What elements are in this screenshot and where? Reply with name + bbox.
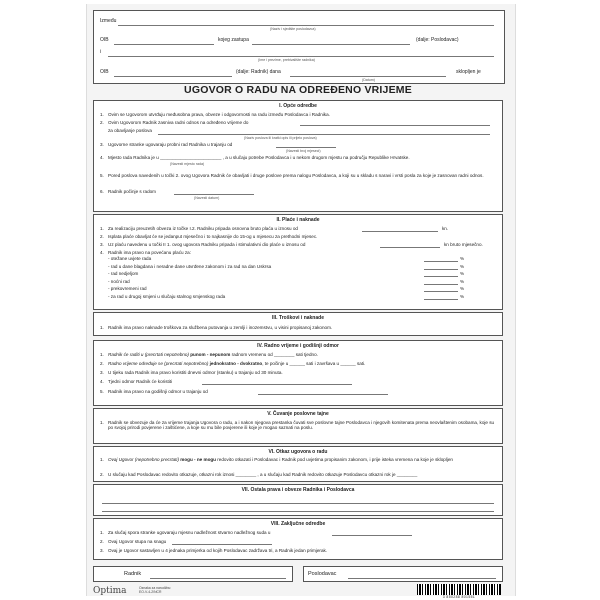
other-rights-line[interactable] [102,503,494,504]
increased-pay-item [108,271,468,279]
order-code-value: EO-V-4-2/NCR [139,590,162,594]
section-heading: V. Čuvanje poslovne tajne [267,411,329,417]
start-date-line[interactable] [174,194,254,195]
between-label: Između [100,18,117,24]
oib-label-2: OIB [100,69,109,75]
concluded-label: sklopljen je [456,69,481,75]
court-line[interactable] [332,535,412,536]
job-line[interactable] [158,134,490,135]
bonus-line[interactable] [380,247,440,248]
clause-5-1: 1. Radnik se obvezuje da će za vrijeme trajanja Ugovora o radu, a i nakon njegova prestanka čuvati sve poslovne tajne Poslodavca i njegovih komitenata prema neovlaštenim osobama, koje su po svojoj prirodi povjerene i zaštićene, a koje su mu bile povjerene ili koje je mogao saznati na poslu. [100,420,495,431]
section-general: I. Opće odredbe 1. Ovim se Ugovorom utvrđuju međusobna prava, obveze i odgovornosti na radu između Poslodavca i Radnika. 2. Ovim Ugovorom Radnik zasniva radni odnos na određeno vrijeme do za obavljanje poslova (Naziv poslova ili kratki opis ili prijelo poslova) 3. Ugovorne stranke ugovaraju probni rad Radnika u trajanju od (Navesti broj mjeseci) 4. Mjesto rada Radnika je u ________________________ , a u slučaju potrebe Poslodavca i u nekom drugom mjestu na području Republike Hrvatske. (Navesti mjesto rada) 5. Pored poslova navedenih u točki 2. ovog Ugovora Radnik će obavljati i druge poslove prema nalogu Poslodavca, a koji su u skladu s naravi i vrsti posla za koje je zasnovan radni odnos. 6. Radnik počinje s radom (Navesti datum) [93,100,503,212]
parties-box [93,10,505,84]
section-termination: VI. Otkaz ugovora o radu 1. Ovaj Ugovor (nepotrebno precrtati) mogu - ne mogu redovito otkazati i Poslodavac i Radnik pod uvjetima propisanim zakonom, i prije isteka vremena na koje je sklopljen 2. U slučaju kad Poslodavac redovito otkazuje, otkazni rok iznosi ________ , a u slučaju kad Radnik redovito otkazuje Poslodavcu otkazni rok je ________ [93,446,503,482]
employee-alias: (dalje: Radnik) dana [236,69,281,75]
section-other-rights [93,484,503,516]
end-date-line[interactable] [300,125,490,126]
increased-pay-item [108,294,468,302]
probation-note: (Navesti broj mjeseci) [286,149,321,153]
section-expenses: III. Troškovi i naknade 1. Radnik ima pravo naknade troškova za službena putovanja u zemlji i inozemstvu, u visini propisanoj zakonom. [93,312,503,336]
weekly-rest-line[interactable] [202,384,352,385]
oib-label-1: OIB [100,37,109,43]
increased-pay-label: - za rad u drugoj smjeni u slučaju stalnog smjenskog rada [108,293,226,299]
percent-field[interactable] [424,299,458,300]
contract-title: UGOVOR O RADU NA ODREĐENO VRIJEME [184,84,412,96]
effective-date-line[interactable] [172,544,272,545]
percent-sign: % [460,271,465,276]
representative-line[interactable] [252,44,410,45]
percent-sign: % [460,278,465,284]
percent-field[interactable] [424,291,458,292]
section-heading: I. Opće odredbe [279,103,317,109]
section-heading: VI. Otkaz ugovora o radu [268,449,328,455]
start-date-note: (Navesti datum) [194,196,220,200]
barcode-number: 3 850288 801551 [442,595,476,599]
other-rights-line[interactable] [102,511,494,512]
increased-pay-label: - noćni rad [108,278,130,284]
increased-pay-label: - otežane uvjete rada [108,256,152,261]
employer-signature-box[interactable] [303,566,503,582]
percent-sign: % [460,293,465,299]
increased-pay-item [108,256,468,264]
oib-line-2[interactable] [114,76,232,77]
employee-line[interactable] [108,56,494,57]
employee-signature-label: Radnik [124,571,142,577]
currency-label: kn. [442,226,449,231]
contract-page [86,4,516,599]
employer-signature-line[interactable] [348,578,496,579]
percent-sign: % [460,286,465,291]
barcode-icon [417,584,501,595]
workplace-note: (Navesti mjesto rada) [170,162,205,166]
oib-line-1[interactable] [114,44,214,45]
section-heading: IV. Radno vrijeme i godišnji odmor [257,343,339,349]
date-note: (Datum) [362,78,375,82]
date-line[interactable] [290,76,446,77]
section-heading: III. Troškovi i naknade [272,315,324,321]
percent-field[interactable] [424,269,458,270]
percent-field[interactable] [424,261,458,262]
section-heading: VII. Ostala prava i obveze Radnika i Poslodavca [241,487,355,493]
signature-area [93,564,503,584]
percent-sign: % [460,263,465,269]
employee-signature-box[interactable] [93,566,293,582]
increased-pay-label: - prekovremeni rad [108,286,147,291]
publisher-logo: Optima [93,586,127,596]
increased-pay-list [108,256,468,301]
increased-pay-item [108,264,468,272]
employer-note: (Naziv i sjedište poslodavca) [270,27,316,31]
clause-6-1: 1. Ovaj Ugovor (nepotrebno precrtati) mogu - ne mogu redovito otkazati i Poslodavac i Radnik pod uvjetima propisanim zakonom, i prije isteka vremena na koje je sklopljen [100,457,453,462]
section-final: VIII. Zaključne odredbe 1. Za slučaj spora stranke ugovaraju mjesnu nadležnost stvarno nadležnog suda u 2. Ovaj Ugovor stupa na snagu 3. Ovaj je Ugovor sastavljen u 4 jednaka primjerka od kojih Poslodavac zadržava tri, a Radnik jedan primjerak. [93,518,503,560]
increased-pay-label: - rad nedjeljom [108,271,139,276]
probation-line[interactable] [276,147,336,148]
annual-leave-line[interactable] [258,394,388,395]
percent-field[interactable] [424,276,458,277]
clause-1-5: 5. Pored poslova navedenih u točki 2. ovog Ugovora Radnik će obavljati i druge poslove prema nalogu Poslodavca, a koji su u skladu s naravi i vrsti posla za koje je zasnovan radni odnos. [100,173,484,178]
bonus-currency: kn bruto mjesečno. [444,242,483,247]
employer-line[interactable] [118,25,494,26]
clause-1-4: 4. Mjesto rada Radnika je u ________________________ , a u slučaju potrebe Poslodavca i u nekom drugom mjestu na području Republike Hrvatske. [100,155,410,160]
and-label: i [100,49,102,55]
represented-by-label: kojeg zastupa [218,37,249,43]
order-code [139,586,171,594]
increased-pay-item [108,286,468,294]
increased-pay-label: - rad u dane blagdana i neradne dane utvrđene zakonom i za rad na dan Uskrsa [108,263,272,269]
employer-signature-label: Poslodavac [308,571,337,577]
employer-alias: (dalje: Poslodavac) [416,37,459,43]
section-working-time: IV. Radno vrijeme i godišnji odmor 1. Radnik će raditi u (precrtati nepotrebno) punom - nepunom radnom vremenu od ________ sati tjedno. 2. Radno vrijeme određuje se (precrtati nepotrebno) jednokratno - dvokratno, te počinje u ______ sati i završava u ______ sati. 3. U tijeku rada Radnik ima pravo koristiti dnevni odmor (stanku) u trajanju od 30 minuta. 4. Tjedni odmor Radnik će koristiti 5. Radnik ima pravo na godišnji odmor u trajanju od [93,340,503,406]
section-heading: VIII. Zaključne odredbe [270,521,326,527]
section-heading: II. Plaće i naknade [276,217,320,223]
order-code-label: Oznaka za narudžbu: [139,586,172,590]
employee-signature-line[interactable] [150,578,286,579]
section-confidentiality [93,408,503,444]
section-salary: II. Plaće i naknade 1. Za realizaciju preuzetih obveza iz točke I.2. Radniku pripada osnovna bruto plaća u iznosu od kn. 2. Isplata plaće obavljat će se jedanput mjesečno i to najkasnije do 15-og u mjesecu za prethodni mjesec. 3. Uz plaću navedenu u točki II 1. ovog ugovora Radniku pripada i stimulativni dio plaće u iznosu od kn bruto mjesečno. 4. Radnik ima pravo na povećanu plaću za: - otežane uvjete rada % - rad u dane blagdana i neradne dane utvrđene zakonom i za rad na dan Uskrsa % - rad nedjeljom % - noćni rad % - prekovremeni rad % - za rad u drugoj smjeni u slučaju stalnog smjenskog rada % [93,214,503,310]
percent-sign: % [460,256,465,261]
job-note: (Naziv poslova ili kratki opis ili prijelo poslova) [244,136,317,140]
employee-note: (Ime i prezime, prebivalište radnika) [258,58,315,62]
base-salary-line[interactable] [362,231,438,232]
percent-field[interactable] [424,284,458,285]
increased-pay-item [108,279,468,287]
